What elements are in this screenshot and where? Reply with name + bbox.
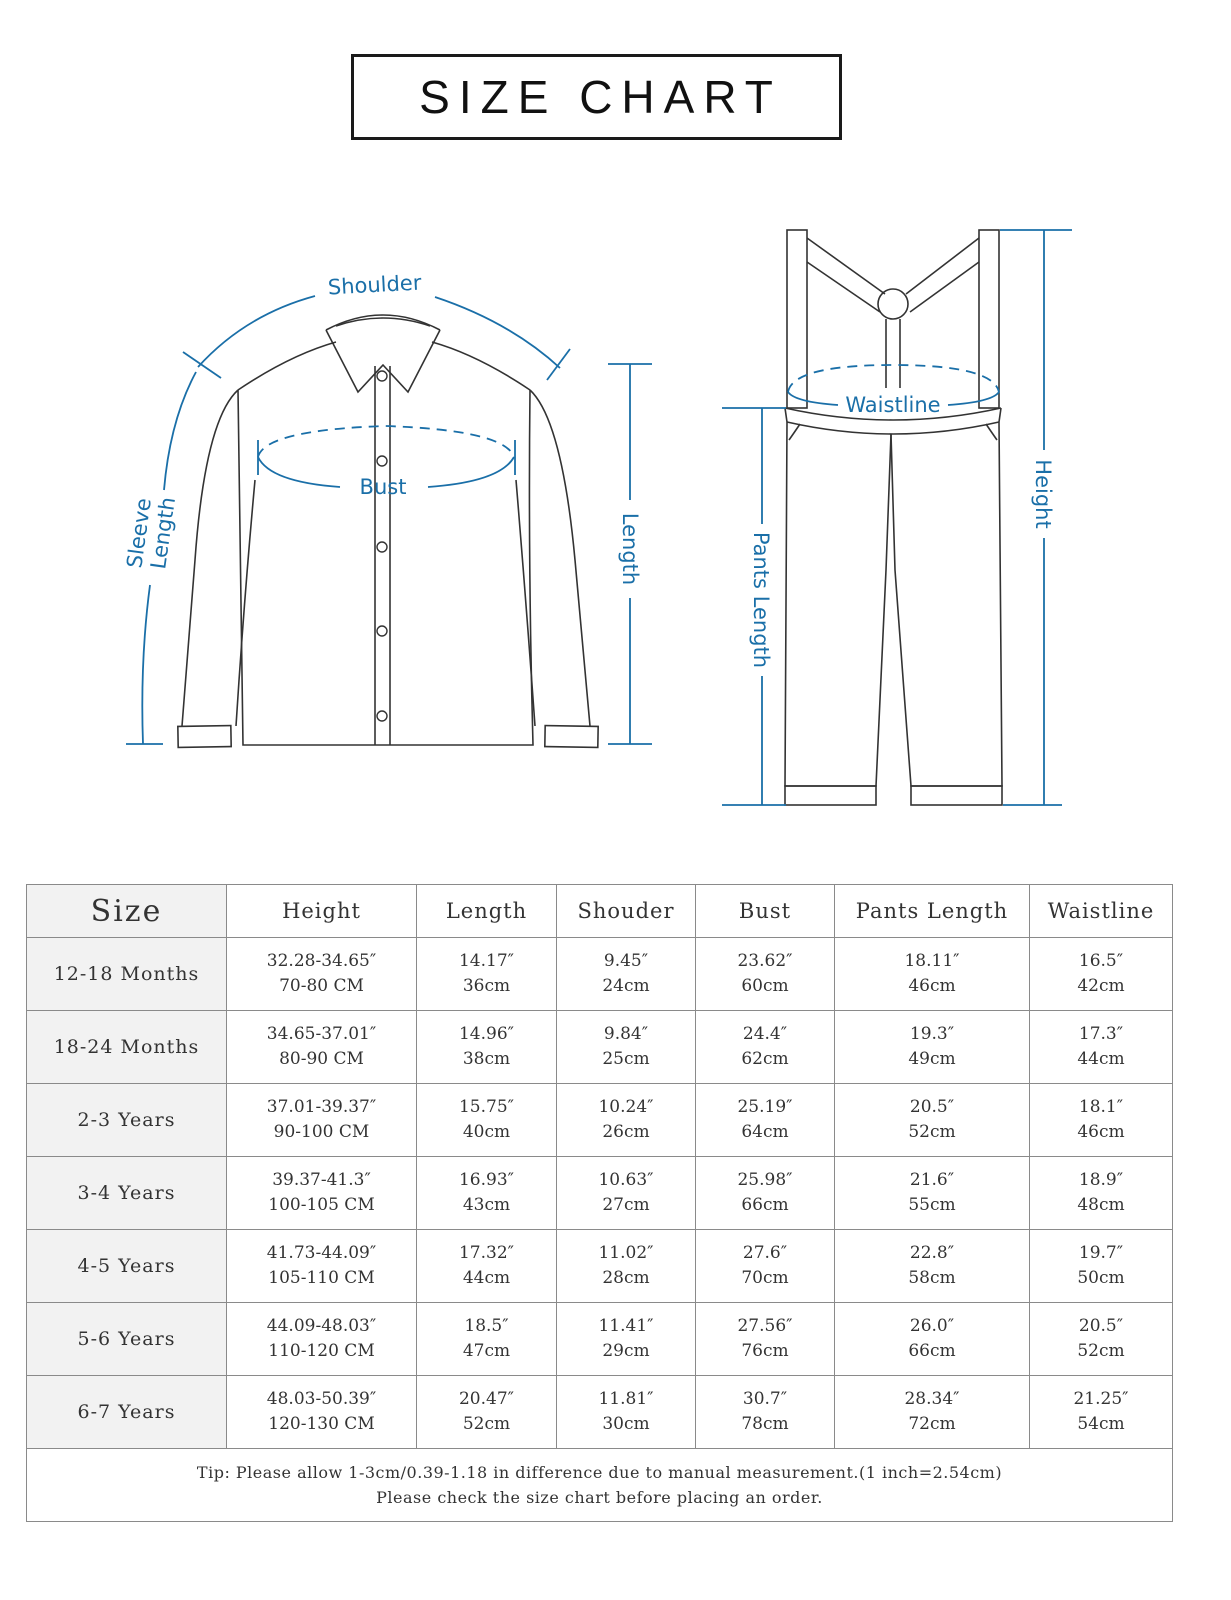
pants-length-cell: 28.34″ 72cm bbox=[835, 1376, 1030, 1449]
table-row bbox=[27, 938, 1173, 1011]
height-measure bbox=[1000, 230, 1072, 805]
bust-cell: 30.7″ 78cm bbox=[696, 1376, 835, 1449]
bust-cell: 25.19″ 64cm bbox=[696, 1084, 835, 1157]
bust-cell: 25.98″ 66cm bbox=[696, 1157, 835, 1230]
pants-length-cell: 19.3″ 49cm bbox=[835, 1011, 1030, 1084]
height-cell: 41.73-44.09″ 105-110 CM bbox=[227, 1230, 417, 1303]
table-row bbox=[27, 1157, 1173, 1230]
height-cell: 37.01-39.37″ 90-100 CM bbox=[227, 1084, 417, 1157]
shirt-drawing-icon bbox=[178, 315, 598, 747]
pants-length-cell: 20.5″ 52cm bbox=[835, 1084, 1030, 1157]
bust-label: Bust bbox=[359, 475, 407, 499]
height-label: Height bbox=[1031, 459, 1055, 529]
tip-line-1: Tip: Please allow 1-3cm/0.39-1.18 in difference due to manual measurement.(1 inch=2.54cm) bbox=[196, 1463, 1003, 1482]
pants-length-cell: 21.6″ 55cm bbox=[835, 1157, 1030, 1230]
sleeve-label-line2: Length bbox=[146, 495, 180, 571]
header-length: Length bbox=[417, 885, 557, 938]
length-cell: 17.32″ 44cm bbox=[417, 1230, 557, 1303]
height-cell: 32.28-34.65″ 70-80 CM bbox=[227, 938, 417, 1011]
length-cell: 15.75″ 40cm bbox=[417, 1084, 557, 1157]
size-cell: 18-24 Months bbox=[27, 1011, 227, 1084]
table-row bbox=[27, 1303, 1173, 1376]
pants-length-measure bbox=[722, 408, 786, 805]
waistline-cell: 17.3″ 44cm bbox=[1030, 1011, 1173, 1084]
pants-length-label: Pants Length bbox=[749, 531, 773, 669]
shoulder-cell: 10.24″ 26cm bbox=[557, 1084, 696, 1157]
bust-cell: 27.56″ 76cm bbox=[696, 1303, 835, 1376]
header-height: Height bbox=[227, 885, 417, 938]
header-size: Size bbox=[27, 885, 227, 938]
header-pants-length: Pants Length bbox=[835, 885, 1030, 938]
waistline-cell: 18.9″ 48cm bbox=[1030, 1157, 1173, 1230]
pants-length-cell: 18.11″ 46cm bbox=[835, 938, 1030, 1011]
shoulder-cell: 11.41″ 29cm bbox=[557, 1303, 696, 1376]
page-title: SIZE CHART bbox=[419, 71, 782, 123]
shoulder-cell: 9.45″ 24cm bbox=[557, 938, 696, 1011]
tip-cell bbox=[27, 1449, 1173, 1522]
length-cell: 14.96″ 38cm bbox=[417, 1011, 557, 1084]
table-row bbox=[27, 1376, 1173, 1449]
overalls-pants-drawing-icon bbox=[785, 230, 1002, 805]
sleeve-label-line1: Sleeve bbox=[122, 496, 156, 570]
size-cell: 5-6 Years bbox=[27, 1303, 227, 1376]
table-row bbox=[27, 1230, 1173, 1303]
shoulder-cell: 11.02″ 28cm bbox=[557, 1230, 696, 1303]
length-label: Length bbox=[618, 512, 642, 586]
height-cell: 44.09-48.03″ 110-120 CM bbox=[227, 1303, 417, 1376]
waistline-cell: 18.1″ 46cm bbox=[1030, 1084, 1173, 1157]
size-cell: 6-7 Years bbox=[27, 1376, 227, 1449]
bust-cell: 23.62″ 60cm bbox=[696, 938, 835, 1011]
height-cell: 48.03-50.39″ 120-130 CM bbox=[227, 1376, 417, 1449]
shoulder-cell: 11.81″ 30cm bbox=[557, 1376, 696, 1449]
size-cell: 2-3 Years bbox=[27, 1084, 227, 1157]
waistline-cell: 16.5″ 42cm bbox=[1030, 938, 1173, 1011]
tip-row bbox=[27, 1449, 1173, 1522]
size-cell: 3-4 Years bbox=[27, 1157, 227, 1230]
shoulder-measure bbox=[183, 271, 570, 380]
shoulder-cell: 9.84″ 25cm bbox=[557, 1011, 696, 1084]
size-table bbox=[26, 884, 1173, 1522]
pants-length-cell: 22.8″ 58cm bbox=[835, 1230, 1030, 1303]
tip-line-2: Please check the size chart before placing an order. bbox=[376, 1488, 823, 1507]
table-row bbox=[27, 1084, 1173, 1157]
size-cell: 4-5 Years bbox=[27, 1230, 227, 1303]
header-shoulder: Shouder bbox=[557, 885, 696, 938]
length-cell: 20.47″ 52cm bbox=[417, 1376, 557, 1449]
table-row bbox=[27, 1011, 1173, 1084]
waistline-label: Waistline bbox=[845, 393, 941, 417]
bust-cell: 24.4″ 62cm bbox=[696, 1011, 835, 1084]
height-cell: 34.65-37.01″ 80-90 CM bbox=[227, 1011, 417, 1084]
waistline-cell: 20.5″ 52cm bbox=[1030, 1303, 1173, 1376]
table-header-row bbox=[27, 885, 1173, 938]
bust-cell: 27.6″ 70cm bbox=[696, 1230, 835, 1303]
shoulder-cell: 10.63″ 27cm bbox=[557, 1157, 696, 1230]
header-waistline: Waistline bbox=[1030, 885, 1173, 938]
height-cell: 39.37-41.3″ 100-105 CM bbox=[227, 1157, 417, 1230]
length-cell: 14.17″ 36cm bbox=[417, 938, 557, 1011]
header-bust: Bust bbox=[696, 885, 835, 938]
waistline-cell: 19.7″ 50cm bbox=[1030, 1230, 1173, 1303]
length-cell: 18.5″ 47cm bbox=[417, 1303, 557, 1376]
waistline-cell: 21.25″ 54cm bbox=[1030, 1376, 1173, 1449]
size-cell: 12-18 Months bbox=[27, 938, 227, 1011]
waistline-measure bbox=[788, 365, 999, 417]
length-cell: 16.93″ 43cm bbox=[417, 1157, 557, 1230]
pants-length-cell: 26.0″ 66cm bbox=[835, 1303, 1030, 1376]
length-measure bbox=[608, 364, 652, 744]
shoulder-label: Shoulder bbox=[327, 270, 422, 300]
